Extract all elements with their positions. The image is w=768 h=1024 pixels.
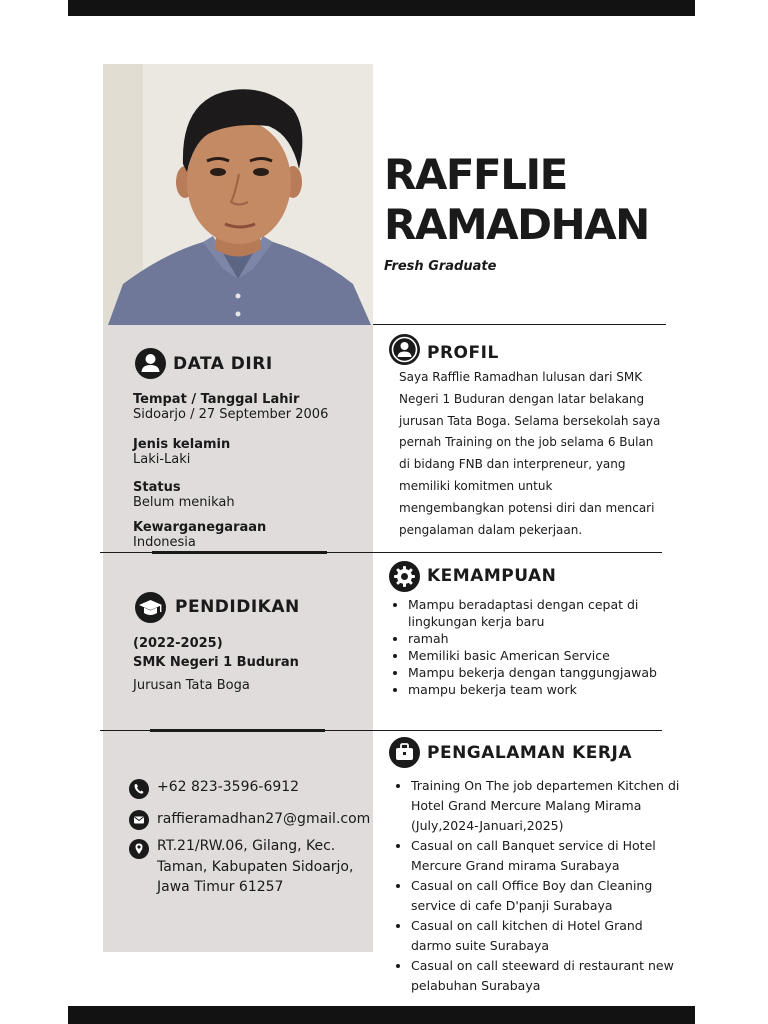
contact-email: raffieramadhan27@gmail.com: [157, 811, 371, 827]
email-icon: [129, 810, 149, 830]
profil-heading: PROFIL: [427, 343, 499, 363]
list-item: • Casual on call kitchen di Hotel Grand darmo suite Surabaya: [411, 916, 683, 956]
list-item: • Casual on call Office Boy dan Cleaning service di cafe D'panji Surabaya: [411, 876, 683, 916]
contact-address: RT.21/RW.06, Gilang, Kec. Taman, Kabupaten Sidoarjo, Jawa Timur 61257: [157, 838, 354, 895]
kemampuan-heading: KEMAMPUAN: [427, 566, 557, 586]
field-value: Indonesia: [133, 535, 196, 550]
education-major: Jurusan Tata Boga: [133, 678, 250, 693]
person-icon: [135, 348, 166, 379]
divider-accent-2: [150, 729, 325, 732]
list-item: • Mampu bekerja dengan tanggungjawab: [408, 664, 663, 681]
field-label: Tempat / Tanggal Lahir: [133, 392, 300, 407]
field-status: [133, 480, 235, 510]
field-citizenship: [133, 520, 266, 550]
list-item: • ramah: [408, 630, 663, 647]
data-diri-heading: DATA DIRI: [173, 354, 273, 374]
top-bar: [68, 0, 695, 16]
phone-icon: [129, 779, 149, 799]
bottom-bar: [68, 1006, 695, 1024]
field-value: Belum menikah: [133, 495, 235, 510]
field-value: Laki-Laki: [133, 452, 191, 467]
field-label: Status: [133, 480, 181, 495]
gear-icon: [389, 561, 420, 592]
divider-header: [373, 324, 666, 325]
field-label: Kewarganegaraan: [133, 520, 267, 535]
profil-text: Saya Rafflie Ramadhan lulusan dari SMK Negeri 1 Buduran dengan latar belakang jurusan Tata Boga. Selama bersekolah saya pernah Training on the job selama 6 Bulan di bidang FNB dan interpreneur, yang memiliki komitmen untuk mengembangkan potensi diri dan mencari pengalaman dalam pekerjaan.: [399, 370, 661, 537]
field-gender: [133, 437, 230, 467]
profile-photo: [103, 64, 373, 325]
skills-list: [394, 596, 663, 698]
experience-list: [397, 776, 683, 996]
contact-phone: +62 823-3596-6912: [157, 779, 300, 795]
candidate-name: RAFFLIE RAMADHAN: [384, 150, 649, 249]
list-item: • Mampu beradaptasi dengan cepat di lingkungan kerja baru: [408, 596, 663, 630]
graduation-cap-icon: [135, 592, 166, 623]
field-label: Jenis kelamin: [133, 437, 231, 452]
list-item: • mampu bekerja team work: [408, 681, 663, 698]
list-item: • Casual on call Banquet service di Hotel Mercure Grand mirama Surabaya: [411, 836, 683, 876]
field-value: Sidoarjo / 27 September 2006: [133, 407, 329, 422]
pendidikan-heading: PENDIDIKAN: [175, 597, 300, 617]
candidate-tagline: Fresh Graduate: [384, 259, 497, 274]
pengalaman-heading: PENGALAMAN KERJA: [427, 743, 632, 763]
field-birth: [133, 392, 328, 422]
profile-icon: [389, 334, 420, 365]
divider-accent-1: [152, 551, 327, 554]
list-item: • Memiliki basic American Service: [408, 647, 663, 664]
location-pin-icon: [129, 839, 149, 859]
education-years: (2022-2025): [133, 636, 223, 651]
list-item: • Casual on call steeward di restaurant new pelabuhan Surabaya: [411, 956, 683, 996]
list-item: • Training On The job departemen Kitchen di Hotel Grand Mercure Malang Mirama (July,2024-Januari,2025): [411, 776, 683, 836]
briefcase-icon: [389, 737, 420, 768]
education-school: SMK Negeri 1 Buduran: [133, 655, 299, 670]
